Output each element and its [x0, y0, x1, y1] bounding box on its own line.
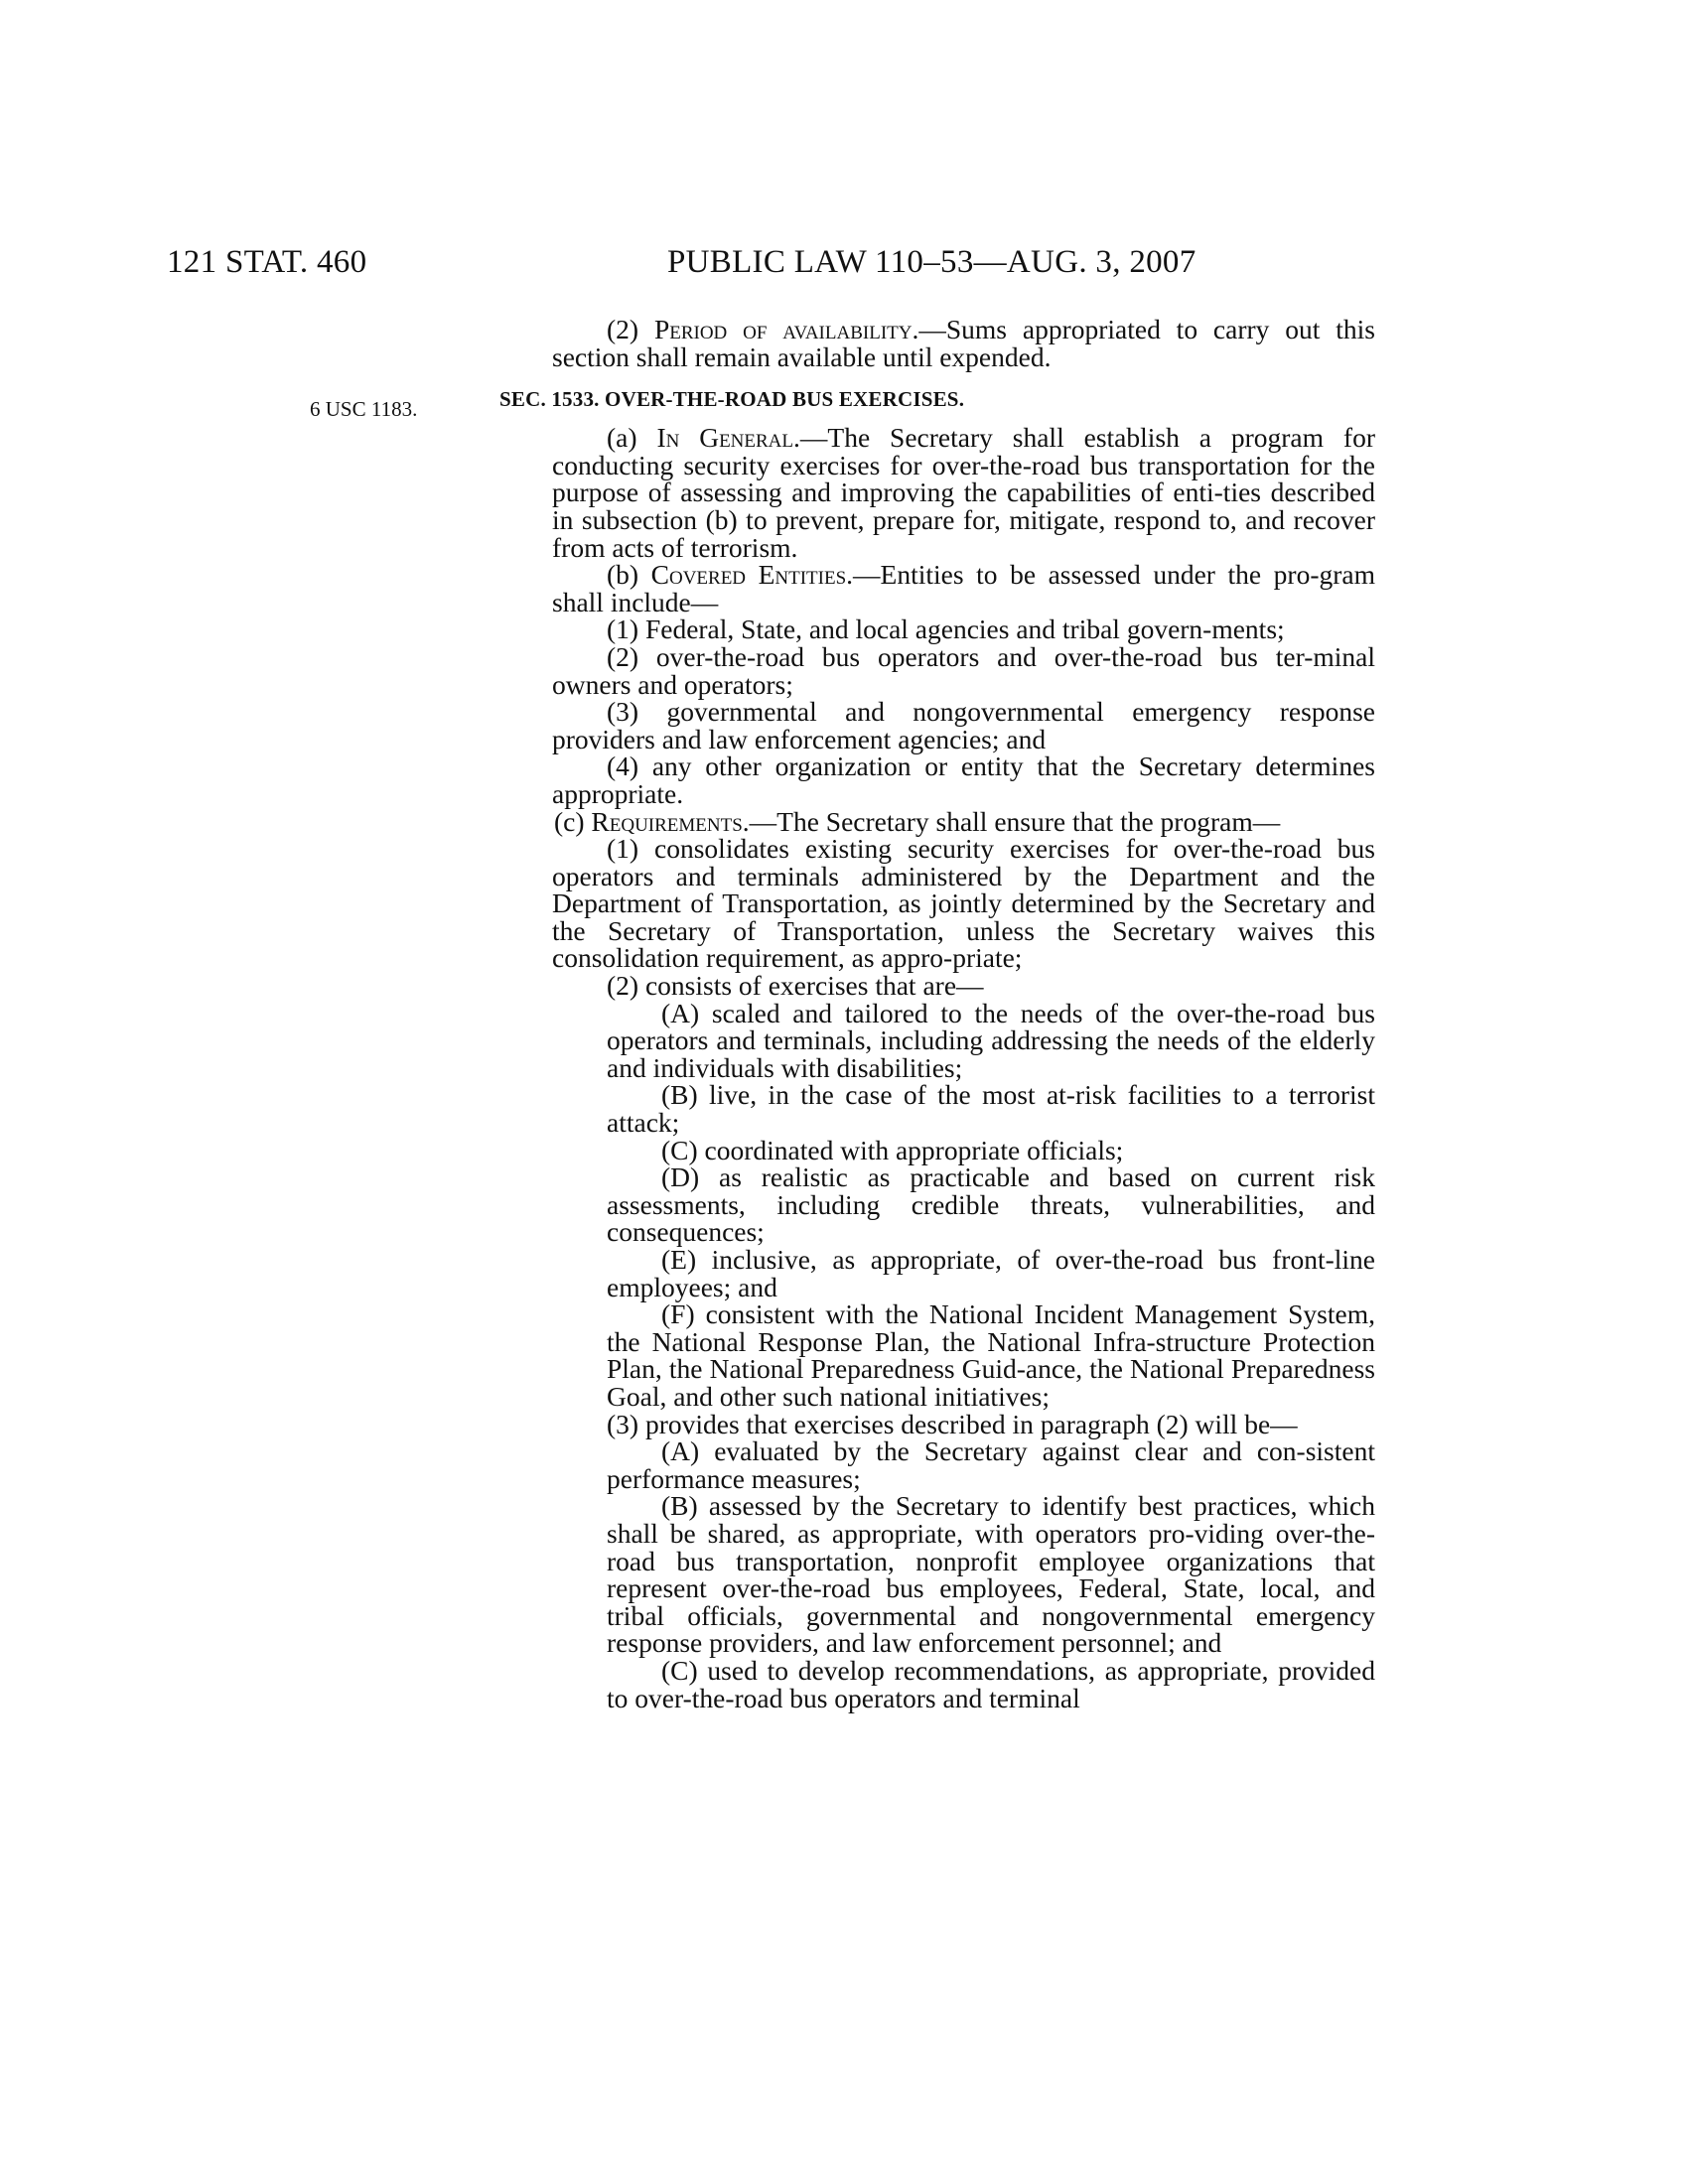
subparagraph-c2-a: (A) scaled and tailored to the needs of the over-the-road bus operators and terminals, including addressing the needs of the elderly and individuals with disabilities;: [607, 997, 1375, 1083]
subparagraph-c3-a: (A) evaluated by the Secretary against clear and con-sistent performance measures;: [607, 1435, 1375, 1494]
paragraph-c2: (2) consists of exercises that are—: [607, 970, 984, 1002]
subparagraph-c2-c: (C) coordinated with appropriate officials;: [661, 1134, 1124, 1165]
paragraph-c1: (1) consolidates existing security exercises for over-the-road bus operators and terminals administered by the Department and the Department of Transportation, as jointly determined by the Secretary and the Secretary of Transportation, unless the Secretary waives this consolidation requirement, as appro-priate;: [552, 833, 1375, 974]
statute-body: [499, 316, 1375, 1711]
subsection-c: (c) Requirements.—The Secretary shall ensure that the program—: [554, 805, 1281, 837]
subparagraph-c2-d: (D) as realistic as practicable and based on current risk assessments, including credible threats, vulnerabilities, and consequences;: [607, 1161, 1375, 1248]
paragraph-b4: (4) any other organization or entity that the Secretary determines appropriate.: [552, 751, 1375, 809]
paragraph-b3: (3) governmental and nongovernmental emergency response providers and law enforcement agencies; and: [552, 696, 1375, 754]
subparagraph-c2-f: (F) consistent with the National Incident Management System, the National Response Plan, the National Infra-structure Protection Plan, the National Preparedness Guid-ance, the National Preparedness Goal, and other such national initiatives;: [607, 1298, 1375, 1412]
margin-citation: 6 USC 1183.: [310, 397, 418, 421]
paragraph-period-of-availability: (2) Period of availability.—Sums appropriated to carry out this section shall remain available until expended.: [552, 314, 1376, 372]
running-header: PUBLIC LAW 110–53—AUG. 3, 2007: [667, 244, 1196, 280]
subparagraph-c2-e: (E) inclusive, as appropriate, of over-the-road bus front-line employees; and: [607, 1244, 1375, 1302]
section-heading: SEC. 1533. OVER-THE-ROAD BUS EXERCISES.: [499, 387, 965, 412]
paragraph-b2: (2) over-the-road bus operators and over-the-road bus ter-minal owners and operators;: [552, 640, 1375, 700]
paragraph-b1: (1) Federal, State, and local agencies and tribal govern-ments;: [607, 614, 1285, 645]
subparagraph-c3-b: (B) assessed by the Secretary to identify best practices, which shall be shared, as appropriate, with operators pro-viding over-the-road bus transportation, nonprofit employee organizations that represent over-the-road bus employees, Federal, State, local, and tribal officials, governmental and nongovernmental emergency response providers, and law enforcement personnel; and: [607, 1490, 1375, 1659]
subparagraph-c3-c: (C) used to develop recommendations, as appropriate, provided to over-the-road bus operators and terminal: [607, 1654, 1375, 1713]
paragraph-c3: (3) provides that exercises described in paragraph (2) will be—: [607, 1408, 1298, 1439]
page-reference: 121 STAT. 460: [167, 244, 367, 280]
subparagraph-c2-b: (B) live, in the case of the most at-risk facilities to a terrorist attack;: [607, 1079, 1375, 1139]
subsection-a: (a) In General.—The Secretary shall establish a program for conducting security exercises for over-the-road bus transportation for the purpose of assessing and improving the capabilities of enti-ties described in subsection (b) to prevent, prepare for, mitigate, respond to, and recover from acts of terrorism.: [552, 422, 1376, 563]
subsection-b: (b) Covered Entities.—Entities to be assessed under the pro-gram shall include—: [552, 559, 1375, 617]
